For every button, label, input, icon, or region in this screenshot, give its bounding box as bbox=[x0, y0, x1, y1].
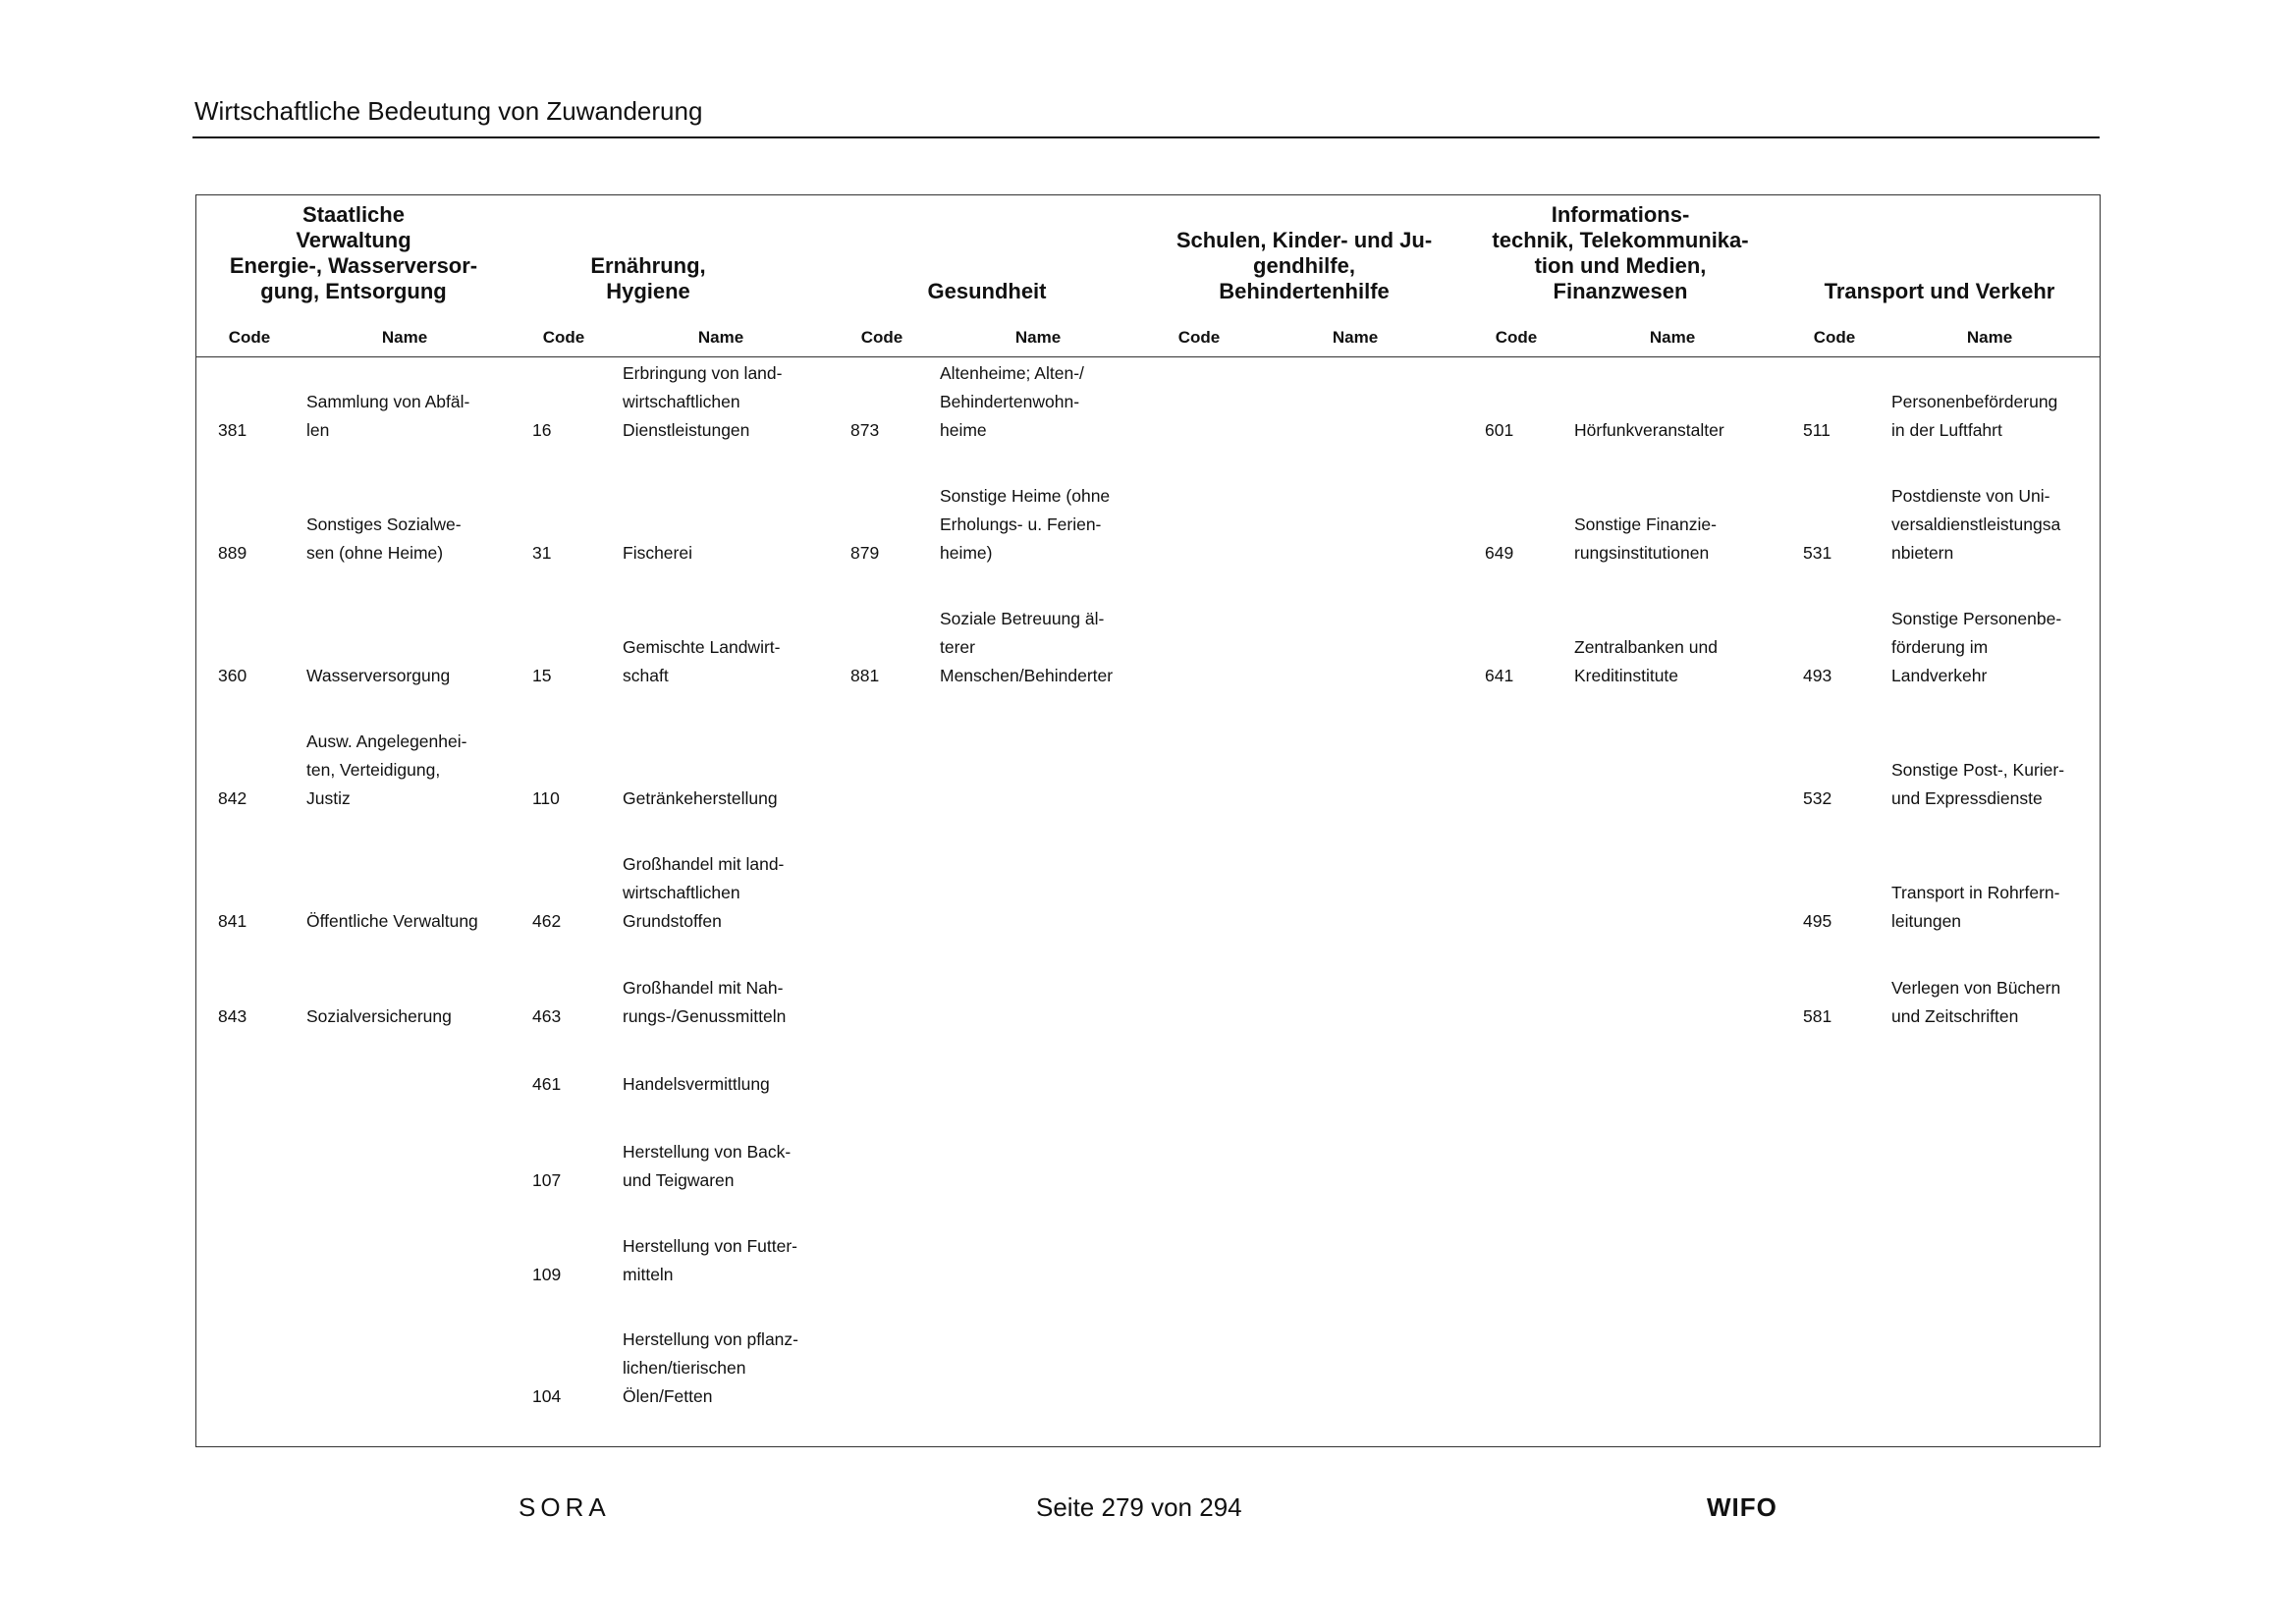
section-title: Informations- technik, Telekommunika- tion und Medien, Finanzwesen bbox=[1492, 202, 1749, 303]
table-cell-code: 843 bbox=[218, 1006, 247, 1026]
table-cell-name: Fischerei bbox=[623, 543, 692, 563]
table-cell-name: Herstellung von pflanz- lichen/tierischen Ölen/Fetten bbox=[623, 1329, 798, 1406]
table-cell-code: 104 bbox=[532, 1386, 562, 1406]
table-cell-name: Sonstige Finanzie- rungsinstitutionen bbox=[1574, 514, 1717, 563]
table-cell-name: Getränkeherstellung bbox=[623, 788, 778, 808]
table-cell-code: 109 bbox=[532, 1265, 562, 1284]
table-cell-name: Sonstiges Sozialwe- sen (ohne Heime) bbox=[306, 514, 462, 563]
table-cell-code: 841 bbox=[218, 911, 247, 931]
table-cell-code: 493 bbox=[1803, 666, 1832, 685]
column-header-name: Name bbox=[1649, 328, 1696, 347]
table-cell-code: 463 bbox=[532, 1006, 562, 1026]
table-cell-name: Zentralbanken und Kreditinstitute bbox=[1574, 637, 1718, 685]
table-cell-code: 107 bbox=[532, 1170, 562, 1190]
table-cell-name: Wasserversorgung bbox=[306, 666, 451, 685]
table-cell-name: Sonstige Post-, Kurier- und Expressdienste bbox=[1891, 760, 2065, 808]
table-cell-name: Großhandel mit Nah- rungs-/Genussmitteln bbox=[623, 978, 787, 1026]
table-cell-code: 511 bbox=[1803, 420, 1831, 440]
column-header-name: Name bbox=[381, 328, 428, 347]
table-cell-name: Sonstige Personenbe- förderung im Landverkehr bbox=[1891, 609, 2062, 685]
table-cell-code: 461 bbox=[532, 1074, 562, 1094]
section-title: Staatliche Verwaltung Energie-, Wasserversor- gung, Entsorgung bbox=[229, 202, 478, 303]
section-title: Ernährung, Hygiene bbox=[590, 253, 706, 303]
table-cell-name: Handelsvermittlung bbox=[623, 1074, 770, 1094]
table-cell-name: Soziale Betreuung äl- terer Menschen/Behinderter bbox=[940, 609, 1114, 685]
table-cell-code: 889 bbox=[218, 543, 247, 563]
footer-page-number: Seite 279 von 294 bbox=[1036, 1492, 1242, 1522]
table-cell-code: 641 bbox=[1485, 666, 1514, 685]
table-cell-code: 462 bbox=[532, 911, 562, 931]
table-cell-name: Sammlung von Abfäl- len bbox=[306, 392, 470, 440]
table-cell-name: Herstellung von Back- und Teigwaren bbox=[623, 1142, 792, 1190]
footer-sora-logo: SORA bbox=[519, 1492, 611, 1522]
table-cell-name: Altenheime; Alten-/ Behindertenwohn- heime bbox=[940, 363, 1084, 440]
column-header-code: Code bbox=[860, 328, 903, 347]
table-cell-code: 31 bbox=[532, 543, 552, 563]
table-cell-name: Großhandel mit land- wirtschaftlichen Grundstoffen bbox=[623, 854, 785, 931]
table-cell-name: Öffentliche Verwaltung bbox=[306, 911, 478, 931]
table-cell-code: 495 bbox=[1803, 911, 1832, 931]
header-divider bbox=[192, 136, 2100, 138]
table-cell-name: Gemischte Landwirt- schaft bbox=[623, 637, 781, 685]
table-cell-code: 873 bbox=[850, 420, 880, 440]
section-title: Transport und Verkehr bbox=[1824, 279, 2055, 303]
column-header-name: Name bbox=[1966, 328, 2013, 347]
table-cell-code: 360 bbox=[218, 666, 247, 685]
table-cell-code: 16 bbox=[532, 420, 552, 440]
table-cell-name: Herstellung von Futter- mitteln bbox=[623, 1236, 797, 1284]
footer-wifo-logo: WIFO bbox=[1707, 1492, 1777, 1522]
column-header-divider bbox=[195, 356, 2101, 357]
table-cell-code: 110 bbox=[532, 788, 560, 808]
table-cell-code: 532 bbox=[1803, 788, 1832, 808]
table-cell-name: Sozialversicherung bbox=[306, 1006, 452, 1026]
sector-table bbox=[195, 194, 2101, 1447]
table-cell-name: Personenbeförderung in der Luftfahrt bbox=[1891, 392, 2058, 440]
column-header-code: Code bbox=[1177, 328, 1221, 347]
column-header-code: Code bbox=[1813, 328, 1856, 347]
table-cell-name: Hörfunkveranstalter bbox=[1574, 420, 1724, 440]
table-cell-name: Transport in Rohrfern- leitungen bbox=[1891, 883, 2060, 931]
table-cell-code: 879 bbox=[850, 543, 880, 563]
column-header-name: Name bbox=[697, 328, 744, 347]
column-header-code: Code bbox=[542, 328, 585, 347]
column-header-name: Name bbox=[1014, 328, 1062, 347]
table-cell-code: 581 bbox=[1803, 1006, 1832, 1026]
column-header-code: Code bbox=[228, 328, 271, 347]
column-header-name: Name bbox=[1332, 328, 1379, 347]
table-cell-name: Erbringung von land- wirtschaftlichen Dienstleistungen bbox=[623, 363, 783, 440]
table-cell-code: 601 bbox=[1485, 420, 1514, 440]
table-cell-code: 881 bbox=[850, 666, 880, 685]
table-cell-name: Verlegen von Büchern und Zeitschriften bbox=[1891, 978, 2061, 1026]
table-cell-code: 842 bbox=[218, 788, 247, 808]
table-cell-code: 649 bbox=[1485, 543, 1514, 563]
page-header-title: Wirtschaftliche Bedeutung von Zuwanderung bbox=[194, 96, 703, 126]
table-cell-name: Ausw. Angelegenhei- ten, Verteidigung, Justiz bbox=[306, 731, 467, 808]
column-header-code: Code bbox=[1495, 328, 1538, 347]
table-cell-code: 531 bbox=[1803, 543, 1832, 563]
table-cell-code: 381 bbox=[218, 420, 247, 440]
table-cell-name: Postdienste von Uni- versaldienstleistungsa nbietern bbox=[1891, 486, 2061, 563]
section-title: Gesundheit bbox=[927, 279, 1047, 303]
section-title: Schulen, Kinder- und Ju- gendhilfe, Behindertenhilfe bbox=[1175, 228, 1433, 303]
table-cell-name: Sonstige Heime (ohne Erholungs- u. Ferien- heime) bbox=[940, 486, 1111, 563]
table-cell-code: 15 bbox=[532, 666, 552, 685]
